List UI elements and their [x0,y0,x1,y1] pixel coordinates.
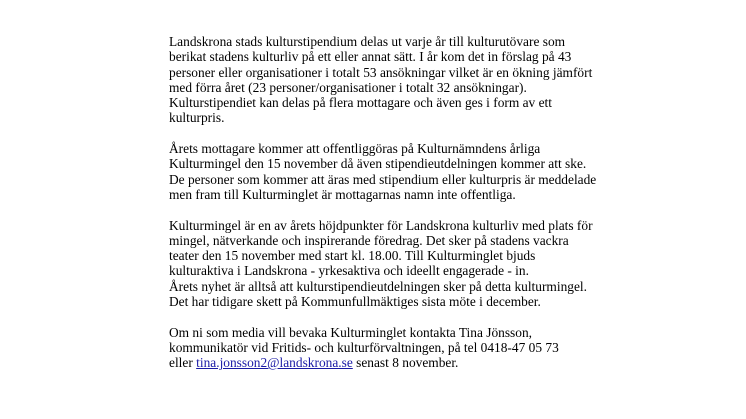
text-line: Det har tidigare skett på Kommunfullmäktiges sista möte i december. [169,294,541,310]
contact-prefix: eller [169,355,197,371]
text-line: Kulturstipendiet kan delas på flera mottagare och även ges i form av ett [169,95,552,111]
text-line: Årets mottagare kommer att offentliggöras på Kulturnämndens årliga [169,141,541,157]
email-link[interactable]: tina.jonsson2@landskrona.se [196,355,353,371]
text-line: Kulturmingel den 15 november då även stipendieutdelningen kommer att ske. [169,156,587,172]
text-line: teater den 15 november med start kl. 18.00. Till Kulturminglet bjuds [169,248,536,264]
paragraph-kulturmingel [169,218,669,310]
text-line: Om ni som media vill bevaka Kulturminglet kontakta Tina Jönsson, [169,324,533,340]
text-line: kulturaktiva i Landskrona - yrkesaktiva och ideellt engagerade - in. [169,263,529,279]
contact-suffix: senast 8 november. [352,355,459,371]
press-release-body [169,34,669,386]
text-line: berikat stadens kulturliv på ett eller annat sätt. I år kom det in förslag på 43 [169,49,572,65]
paragraph-media-contact [169,325,669,371]
text-line: kulturpris. [169,110,225,126]
text-line: med förra året (23 personer/organisationer i totalt 32 ansökningar). [169,79,527,95]
text-line: mingel, nätverkande och inspirerande föredrag. Det sker på stadens vackra [169,232,569,248]
text-line: Årets nyhet är alltså att kulturstipendieutdelningen sker på detta kulturmingel. [169,278,587,294]
paragraph-stipend-intro [169,34,669,126]
text-line: Kulturmingel är en av årets höjdpunkter för Landskrona kulturliv med plats för [169,217,593,233]
text-line: Landskrona stads kulturstipendium delas ut varje år till kulturutövare som [169,34,566,49]
paragraph-recipients [169,141,669,202]
contact-line [169,355,669,370]
text-line: personer eller organisationer i totalt 53 ansökningar vilket är en ökning jämfört [169,64,593,80]
text-line: men fram till Kulturminglet är mottagarnas namn inte offentliga. [169,186,516,202]
text-line: De personer som kommer att äras med stipendium eller kulturpris är meddelade [169,171,597,187]
text-line: kommunikatör vid Fritids- och kulturförvaltningen, på tel 0418-47 05 73 [169,339,559,355]
